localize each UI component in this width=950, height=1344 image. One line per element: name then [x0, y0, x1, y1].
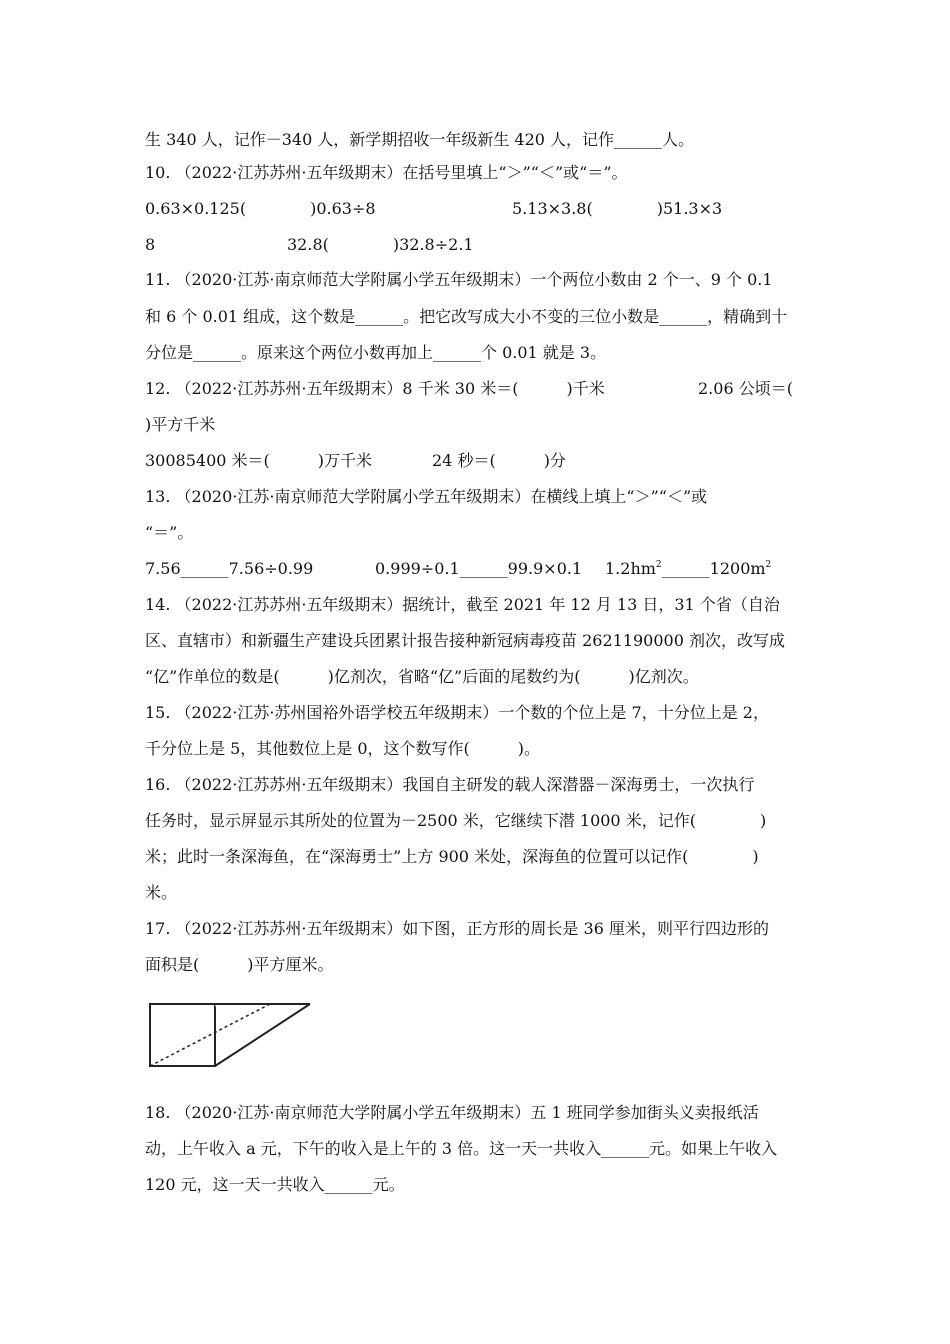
text-line: “亿”作单位的数是( )亿剂次，省略“亿”后面的尾数约为( )亿剂次。	[145, 667, 699, 686]
question-16: 16. （2022·江苏苏州·五年级期末）我国自主研发的载人深潜器－深海勇士，一次执行	[145, 775, 755, 794]
comparison-item: 7.56______7.56÷0.99	[145, 559, 314, 578]
question-18: 18. （2020·江苏·南京师范大学附属小学五年级期末）五 1 班同学参加街头义卖报纸活	[145, 1103, 759, 1122]
comparison-item-continued: 8	[145, 235, 156, 254]
text-line: 米。	[145, 883, 178, 902]
area-value: 1.2hm	[605, 559, 656, 578]
text-line: 面积是( )平方厘米。	[145, 955, 334, 974]
question-17: 17. （2022·江苏苏州·五年级期末）如下图，正方形的周长是 36 厘米，则平行四边形的	[145, 919, 769, 938]
text-line: 生 340 人，记作－340 人，新学期招收一年级新生 420 人，记作______人。	[145, 130, 695, 149]
dashed-diagonal	[150, 1004, 270, 1066]
parallelogram-slant-edge	[215, 1004, 310, 1066]
text-line: 千分位上是 5，其他数位上是 0，这个数写作( )。	[145, 739, 541, 758]
question-11: 11. （2020·江苏·南京师范大学附属小学五年级期末）一个两位小数由 2 个一、9 个 0.1	[145, 270, 773, 289]
area-value: ______1200m	[661, 559, 766, 578]
comparison-item: 5.13×3.8( )51.3×3	[512, 199, 723, 218]
text-line: 任务时，显示屏显示其所处的位置为－2500 米，它继续下潜 1000 米，记作( )	[145, 811, 767, 830]
text-line: 动，上午收入 a 元，下午的收入是上午的 3 倍。这一天一共收入______元。如果上午收入	[145, 1139, 778, 1158]
comparison-item: 32.8( )32.8÷2.1	[287, 235, 474, 254]
question-14: 14. （2022·江苏苏州·五年级期末）据统计，截至 2021 年 12 月 13 日，31 个省（自治	[145, 595, 780, 614]
question-12-part: 24 秒＝( )分	[432, 451, 566, 470]
question-12-part: 2.06 公顷＝(	[698, 379, 793, 398]
square-parallelogram-figure	[140, 996, 320, 1072]
comparison-item: 0.999÷0.1______99.9×0.1	[375, 559, 583, 578]
question-12-part: 12. （2022·江苏苏州·五年级期末）8 千米 30 米＝( )千米	[145, 379, 605, 398]
question-13: 13. （2020·江苏·南京师范大学附属小学五年级期末）在横线上填上“＞”“＜”或	[145, 487, 708, 506]
question-15: 15. （2022·江苏·苏州国裕外语学校五年级期末）一个数的个位上是 7，十分位上是 2，	[145, 703, 769, 722]
text-line: 区、直辖市）和新疆生产建设兵团累计报告接种新冠病毒疫苗 2621190000 剂次，改写成	[145, 631, 785, 650]
unit-exponent: 2	[765, 560, 772, 570]
square-shape	[150, 1004, 215, 1066]
text-line: 分位是______。原来这个两位小数再加上______个 0.01 就是 3。	[145, 343, 607, 362]
comparison-item-area	[605, 558, 771, 580]
question-12-part: 30085400 米＝( )万千米	[145, 451, 373, 470]
text-line: “＝”。	[145, 523, 194, 542]
comparison-item: 0.63×0.125( )0.63÷8	[145, 199, 376, 218]
text-line: )平方千米	[145, 415, 216, 434]
text-line: 米；此时一条深海鱼，在“深海勇士”上方 900 米处，深海鱼的位置可以记作( )	[145, 847, 759, 866]
question-10: 10. （2022·江苏苏州·五年级期末）在括号里填上“＞”“＜”或“＝”。	[145, 163, 628, 182]
text-line: 120 元，这一天一共收入______元。	[145, 1175, 405, 1194]
text-line: 和 6 个 0.01 组成，这个数是______。把它改写成大小不变的三位小数是______，精确到十	[145, 307, 788, 326]
unit-exponent: 2	[655, 560, 662, 570]
